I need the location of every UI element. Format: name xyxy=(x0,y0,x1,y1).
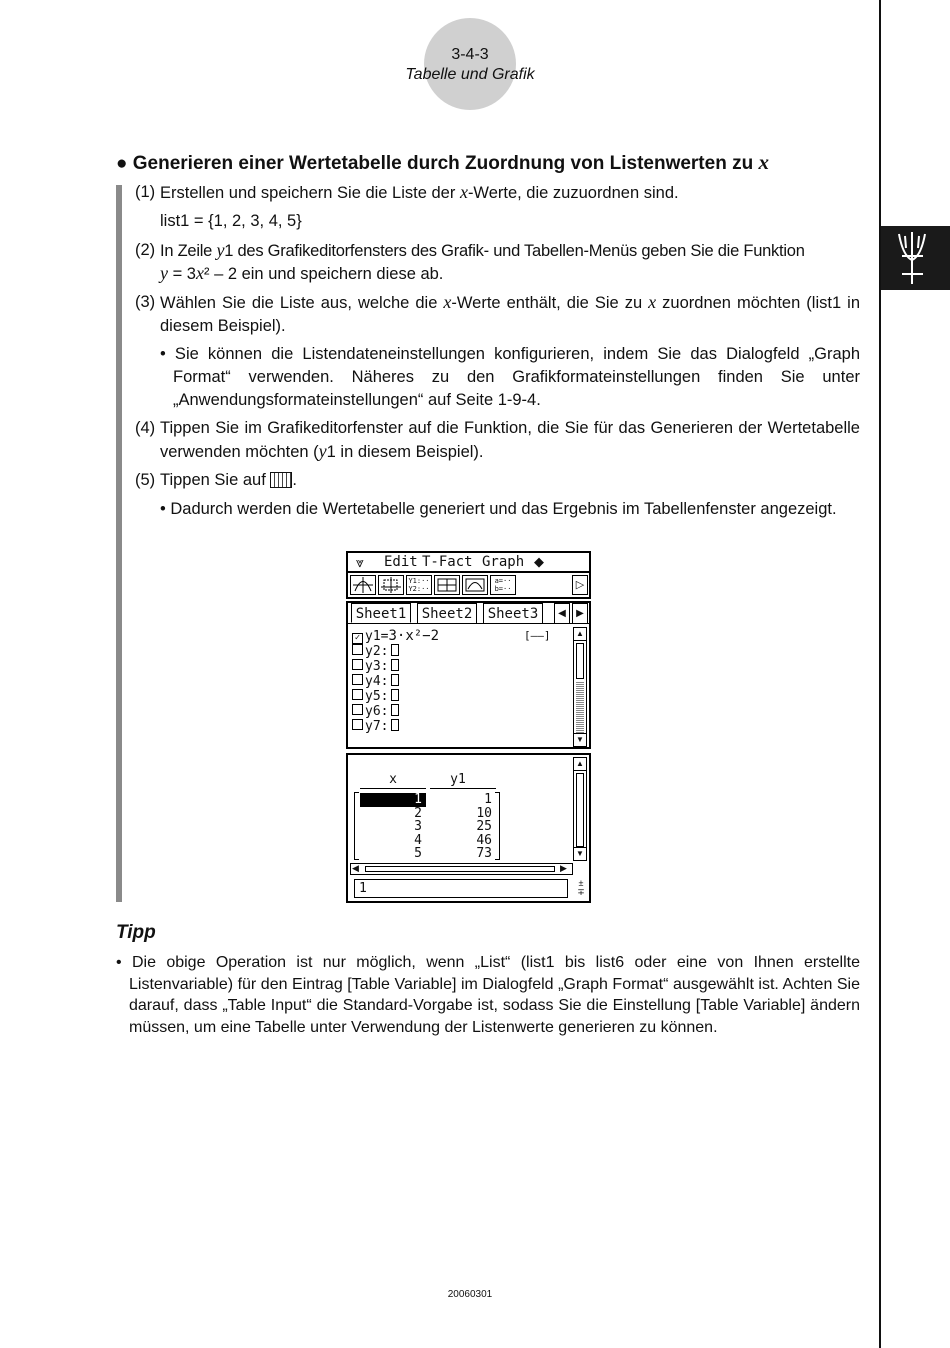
table-cell-x[interactable]: 5 xyxy=(414,846,422,861)
table-header-x: x xyxy=(389,772,397,787)
table-right-bracket xyxy=(495,792,500,860)
table-cell-y1[interactable]: 1 xyxy=(484,792,492,807)
function-row[interactable] xyxy=(352,644,399,659)
table-cell-x[interactable]: 2 xyxy=(414,805,422,821)
checkbox-icon[interactable] xyxy=(352,704,363,715)
table-cell-x[interactable]: 4 xyxy=(414,832,422,848)
table-cell-y1[interactable]: 25 xyxy=(476,819,492,834)
checked-box-icon[interactable]: ✓ xyxy=(352,633,363,644)
sheet-scroll-right-icon[interactable]: ▶ xyxy=(572,603,588,623)
function-label: y6: xyxy=(365,704,389,719)
tipp-heading: Tipp xyxy=(116,922,156,943)
function-label: y2: xyxy=(365,644,389,659)
chapter-tab xyxy=(881,226,950,290)
step-2-text: In Zeile y1 des Grafikeditorfensters des Grafik- und Tabellen-Menüs geben Sie die Funktion xyxy=(160,240,805,260)
tab-sheet3[interactable]: Sheet3 xyxy=(483,603,543,623)
table-left-bracket xyxy=(354,792,359,860)
table-cell-x[interactable]: 1 xyxy=(360,793,426,807)
step-5-note: • Dadurch werden die Wertetabelle generiert und das Ergebnis im Tabellenfenster angezeigt. xyxy=(160,500,837,518)
function-label: y7: xyxy=(365,719,389,734)
header-circle xyxy=(424,18,516,110)
step-3-text: Wählen Sie die Liste aus, welche die x-Werte enthält, die Sie zu x zuordnen möchten (list1 in diesem Beispiel). xyxy=(160,292,860,335)
function-row[interactable] xyxy=(352,659,399,674)
tab-sheet1[interactable]: Sheet1 xyxy=(351,603,411,623)
function-row[interactable] xyxy=(352,689,399,704)
graph-function-icon xyxy=(881,226,950,290)
right-margin-rule xyxy=(879,0,881,1348)
menu-arrow[interactable]: ◆ xyxy=(534,554,544,569)
toolbar-scroll-right-icon[interactable]: ▷ xyxy=(572,575,588,595)
table-cell-y1[interactable]: 73 xyxy=(476,846,492,861)
h-scroll-thumb[interactable] xyxy=(365,866,555,872)
step-1-list: list1 = {1, 2, 3, 4, 5} xyxy=(160,212,302,230)
input-cursor xyxy=(391,719,399,731)
checkbox-icon[interactable] xyxy=(352,719,363,730)
footer-date: 20060301 xyxy=(447,1289,493,1300)
input-cursor xyxy=(391,659,399,671)
view-window-icon[interactable] xyxy=(378,575,404,595)
calculator-screen xyxy=(346,551,591,903)
step-3-number: (3) xyxy=(135,293,156,311)
input-cursor xyxy=(391,674,399,686)
func-list-icon[interactable]: Y1:·· Y2:·· xyxy=(406,575,432,595)
table-scrollbar[interactable] xyxy=(573,757,587,861)
menu-chevron-icon[interactable]: ⩔ xyxy=(356,554,364,570)
step-4-text: Tippen Sie im Grafikeditorfenster auf die Funktion, die Sie für das Generieren der Wertetabelle verwenden möchten (y1 in diesem Beispiel). xyxy=(160,419,860,461)
table-scroll-down-icon[interactable]: ▼ xyxy=(574,847,586,860)
menu-edit[interactable]: Edit xyxy=(384,554,418,570)
table-graph-icon[interactable] xyxy=(462,575,488,595)
function-label: y3: xyxy=(365,659,389,674)
function-row[interactable] xyxy=(352,704,399,719)
tab-sheet2[interactable]: Sheet2 xyxy=(417,603,477,623)
checkbox-icon[interactable] xyxy=(352,689,363,700)
editor-scrollbar[interactable] xyxy=(573,627,587,747)
step-1-number: (1) xyxy=(135,183,156,201)
function-row[interactable] xyxy=(352,719,399,734)
graph-editor-window xyxy=(346,601,591,749)
graph-window-icon[interactable] xyxy=(350,575,376,595)
h-scroll-left-icon[interactable]: ◀ xyxy=(352,863,359,873)
table-scroll-up-icon[interactable]: ▲ xyxy=(574,758,586,771)
function-label: y1= xyxy=(365,629,389,644)
step-5-text: Tippen Sie auf . xyxy=(160,471,297,489)
step-1-text: Erstellen und speichern Sie die Liste der x-Werte, die zuzuordnen sind. xyxy=(160,182,679,202)
step-2-number: (2) xyxy=(135,241,156,259)
table-window xyxy=(346,753,591,903)
step-2-function: y = 3x² – 2 ein und speichern diese ab. xyxy=(160,263,444,283)
table-icon[interactable] xyxy=(270,472,292,488)
tab-divider xyxy=(348,623,589,624)
function-label: y5: xyxy=(365,689,389,704)
calc-toolbar xyxy=(346,573,591,599)
table-h-scrollbar[interactable] xyxy=(350,863,573,875)
table-input-field[interactable]: 1 xyxy=(354,879,568,898)
checkbox-icon[interactable] xyxy=(352,644,363,655)
table-cell-x[interactable]: 3 xyxy=(414,819,422,834)
table-input-icon[interactable]: a=·· b=·· xyxy=(490,575,516,595)
input-cursor xyxy=(391,689,399,701)
scroll-thumb[interactable] xyxy=(576,643,584,679)
section-heading: ● Generieren einer Wertetabelle durch Zuordnung von Listenwerten zu x xyxy=(116,150,769,174)
step-5-number: (5) xyxy=(135,471,156,489)
function-row[interactable] xyxy=(352,674,399,689)
step-block-bar xyxy=(116,185,122,902)
scroll-down-icon[interactable]: ▼ xyxy=(574,733,586,746)
scroll-up-icon[interactable]: ▲ xyxy=(574,628,586,641)
step-4-number: (4) xyxy=(135,419,156,437)
function-row[interactable] xyxy=(352,629,439,644)
table-window-icon[interactable] xyxy=(434,575,460,595)
table-cell-y1[interactable]: 10 xyxy=(476,805,492,821)
input-scroll-icon[interactable]: ± ∓ xyxy=(577,878,585,897)
line-style-indicator: [——] xyxy=(524,629,551,642)
h-scroll-right-icon[interactable]: ▶ xyxy=(560,863,567,873)
section-title: Tabelle und Grafik xyxy=(405,66,535,83)
checkbox-icon[interactable] xyxy=(352,674,363,685)
menu-t-fact[interactable]: T-Fact xyxy=(422,554,473,570)
step-3-note: • Sie können die Listendateneinstellungen konfigurieren, indem Sie das Dialogfeld „Graph Format“ verwenden. Näheres zu den Grafikformateinstellungen finden Sie unter „Anwendungsformateinstellungen“ auf Seite 1-9-4. xyxy=(160,345,860,409)
function-expression: 3·x²−2 xyxy=(388,628,440,644)
checkbox-icon[interactable] xyxy=(352,659,363,670)
table-scroll-thumb[interactable] xyxy=(576,773,584,847)
section-number: 3-4-3 xyxy=(451,46,489,63)
menu-graph[interactable]: Graph xyxy=(482,554,525,570)
tipp-text: • Die obige Operation ist nur möglich, wenn „List“ (list1 bis list6 oder eine von Ihnen erstellte Listenvariable) für den Eintrag [Table Variable] im Dialogfeld „Graph Format“ ausgewählt ist. Achten Sie darauf, dass „Table Input“ die Standard-Vorgabe ist, sodass Sie die Einstellung [Table Variable] ändern müssen, um eine Tabelle unter Verwendung der Listenwerte generieren zu können. xyxy=(116,954,860,1036)
sheet-scroll-left-icon[interactable]: ◀ xyxy=(554,603,570,623)
table-cell-y1[interactable]: 46 xyxy=(476,832,492,848)
function-label: y4: xyxy=(365,674,389,689)
table-header-y1: y1 xyxy=(450,772,466,787)
input-cursor xyxy=(391,644,399,656)
calc-menu-bar xyxy=(346,551,591,573)
input-cursor xyxy=(391,704,399,716)
